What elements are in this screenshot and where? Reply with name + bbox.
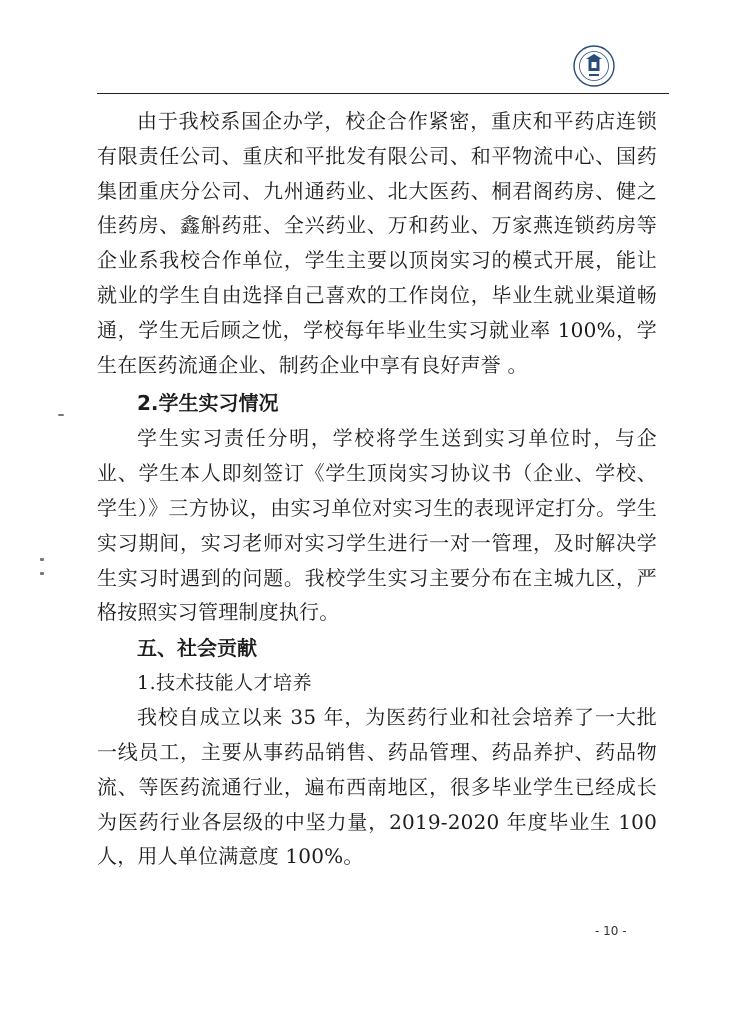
page-number: - 10 - [595,924,627,938]
school-seal-logo-icon [572,44,616,88]
header-rule [97,93,669,94]
heading-talent-training: 1.技术技能人才培养 [137,672,313,695]
scan-speck [40,572,44,575]
paragraph-internship: 学生实习责任分明，学校将学生送到实习单位时，与企业、学生本人即刻签订《学生顶岗实习协议书（企业、学校、学生）》三方协议，由实习单位对实习生的表现评定打分。学生实习期间，实习老师对实习学生进行一对一管理，及时解决学生实习时遇到的问题。我校学生实习主要分布在主城九区，严格按照实习管理制度执行。 [97,426,657,625]
document-body [97,104,657,874]
heading-student-internship: 2.学生实习情况 [137,391,279,416]
heading-social-contribution: 五、社会贡献 [137,636,257,661]
scan-speck [58,414,64,416]
paragraph-cooperation: 由于我校系国企办学，校企合作紧密，重庆和平药店连锁有限责任公司、重庆和平批发有限公司、和平物流中心、国药集团重庆分公司、九州通药业、北大医药、桐君阁药房、健之佳药房、鑫斛药莊、全兴药业、万和药业、万家燕连锁药房等企业系我校合作单位，学生主要以顶岗实习的模式开展，能让就业的学生自由选择自己喜欢的工作岗位，毕业生就业渠道畅通，学生无后顾之忧，学校每年毕业生实习就业率 100%，学生在医药流通企业、制药企业中享有良好声誉 。 [97,109,657,377]
paragraph-talent-training: 我校自成立以来 35 年，为医药行业和社会培养了一大批一线员工，主要从事药品销售、药品管理、药品养护、药品物流、等医药流通行业，遍布西南地区，很多毕业学生已经成长为医药行业各层级的中坚力量，2019-2020 年度毕业生 100 人，用人单位满意度 100%。 [97,705,657,869]
scan-speck [40,558,44,561]
